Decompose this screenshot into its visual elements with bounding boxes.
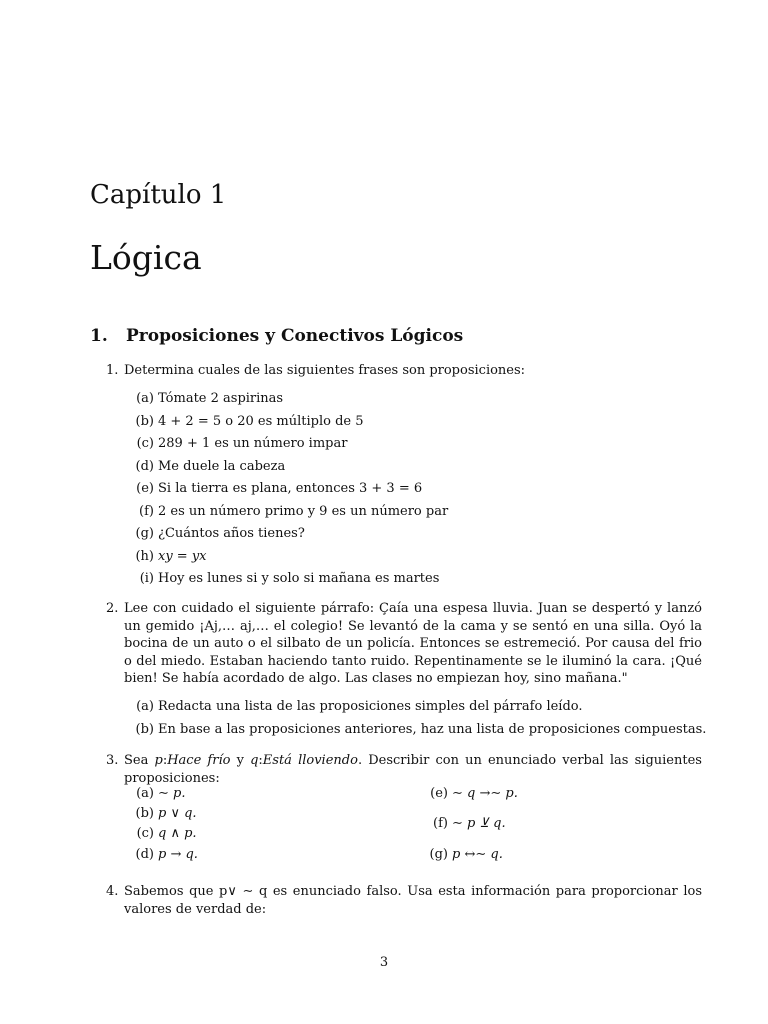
exercise-text: Determina cuales de las siguientes frases son proposiciones:	[124, 363, 526, 378]
list-item: (c) 289 + 1 es un número impar	[136, 436, 348, 451]
list-item: (a) Redacta una lista de las proposiciones simples del párrafo leído.	[136, 699, 583, 714]
list-item: (a) Tómate 2 aspirinas	[136, 391, 284, 406]
section-title: Proposiciones y Conectivos Lógicos	[126, 326, 464, 346]
list-item: (b) 4 + 2 = 5 o 20 es múltiplo de 5	[135, 413, 364, 429]
chapter-title: Lógica	[90, 238, 202, 277]
exercise-2	[106, 600, 702, 688]
list-item: (b) En base a las proposiciones anteriores, haz una lista de proposiciones compuestas.	[135, 722, 707, 737]
exercise-number: 3.	[106, 753, 119, 768]
exercise-number: 4.	[106, 884, 119, 899]
section-heading	[90, 326, 463, 346]
section-number: 1.	[90, 326, 108, 346]
list-item: (f) 2 es un número primo y 9 es un número par	[139, 503, 449, 519]
exercise-text: Lee con cuidado el siguiente párrafo: Çaía una espesa lluvia. Juan se despertó y lanzó un gemido ¡Aj,… aj,… el colegio! Se levantó de la cama y se sentó en una silla. Oyó la bocina de un auto o el silbato de un policía. Entonces se estremeció. Por causa del frio o del miedo. Estaban haciendo tanto ruido. Repentinamente se le iluminó la cara. ¡Qué bien! Se había acordado de algo. Las clases no empiezan hoy, sino mañana."	[124, 601, 702, 687]
exercise-4	[106, 883, 702, 918]
list-item: (b) p ∨ q.	[135, 806, 197, 821]
list-item: (h) xy = yx	[135, 548, 207, 564]
exercise-number: 2.	[106, 601, 119, 616]
exercise-1	[106, 362, 702, 380]
chapter-label: Capítulo 1	[90, 180, 227, 210]
exercise-3	[106, 752, 702, 787]
list-item: (g) ¿Cuántos años tienes?	[135, 526, 305, 541]
list-item: (f) ∼ p ⊻ q.	[433, 816, 506, 831]
list-item: (c) q ∧ p.	[136, 826, 197, 841]
list-item: (d) Me duele la cabeza	[135, 458, 286, 474]
exercise-text: Sabemos que p∨ ∼ q es enunciado falso. Usa esta información para proporcionar los valores de verdad de:	[124, 884, 702, 917]
list-item: (i) Hoy es lunes si y solo si mañana es martes	[139, 571, 440, 586]
list-item: (a) ∼ p.	[136, 786, 186, 801]
exercise-text: Sea p:Hace frío y q:Está lloviendo. Describir con un enunciado verbal las siguientes proposiciones:	[124, 753, 702, 786]
exercise-number: 1.	[106, 363, 119, 378]
list-item: (e) Si la tierra es plana, entonces 3 + 3 = 6	[136, 481, 423, 496]
list-item: (g) p ↔∼ q.	[429, 847, 503, 862]
list-item: (e) ∼ q →∼ p.	[430, 786, 518, 801]
list-item: (d) p → q.	[135, 847, 198, 862]
page-number: 3	[379, 955, 389, 970]
